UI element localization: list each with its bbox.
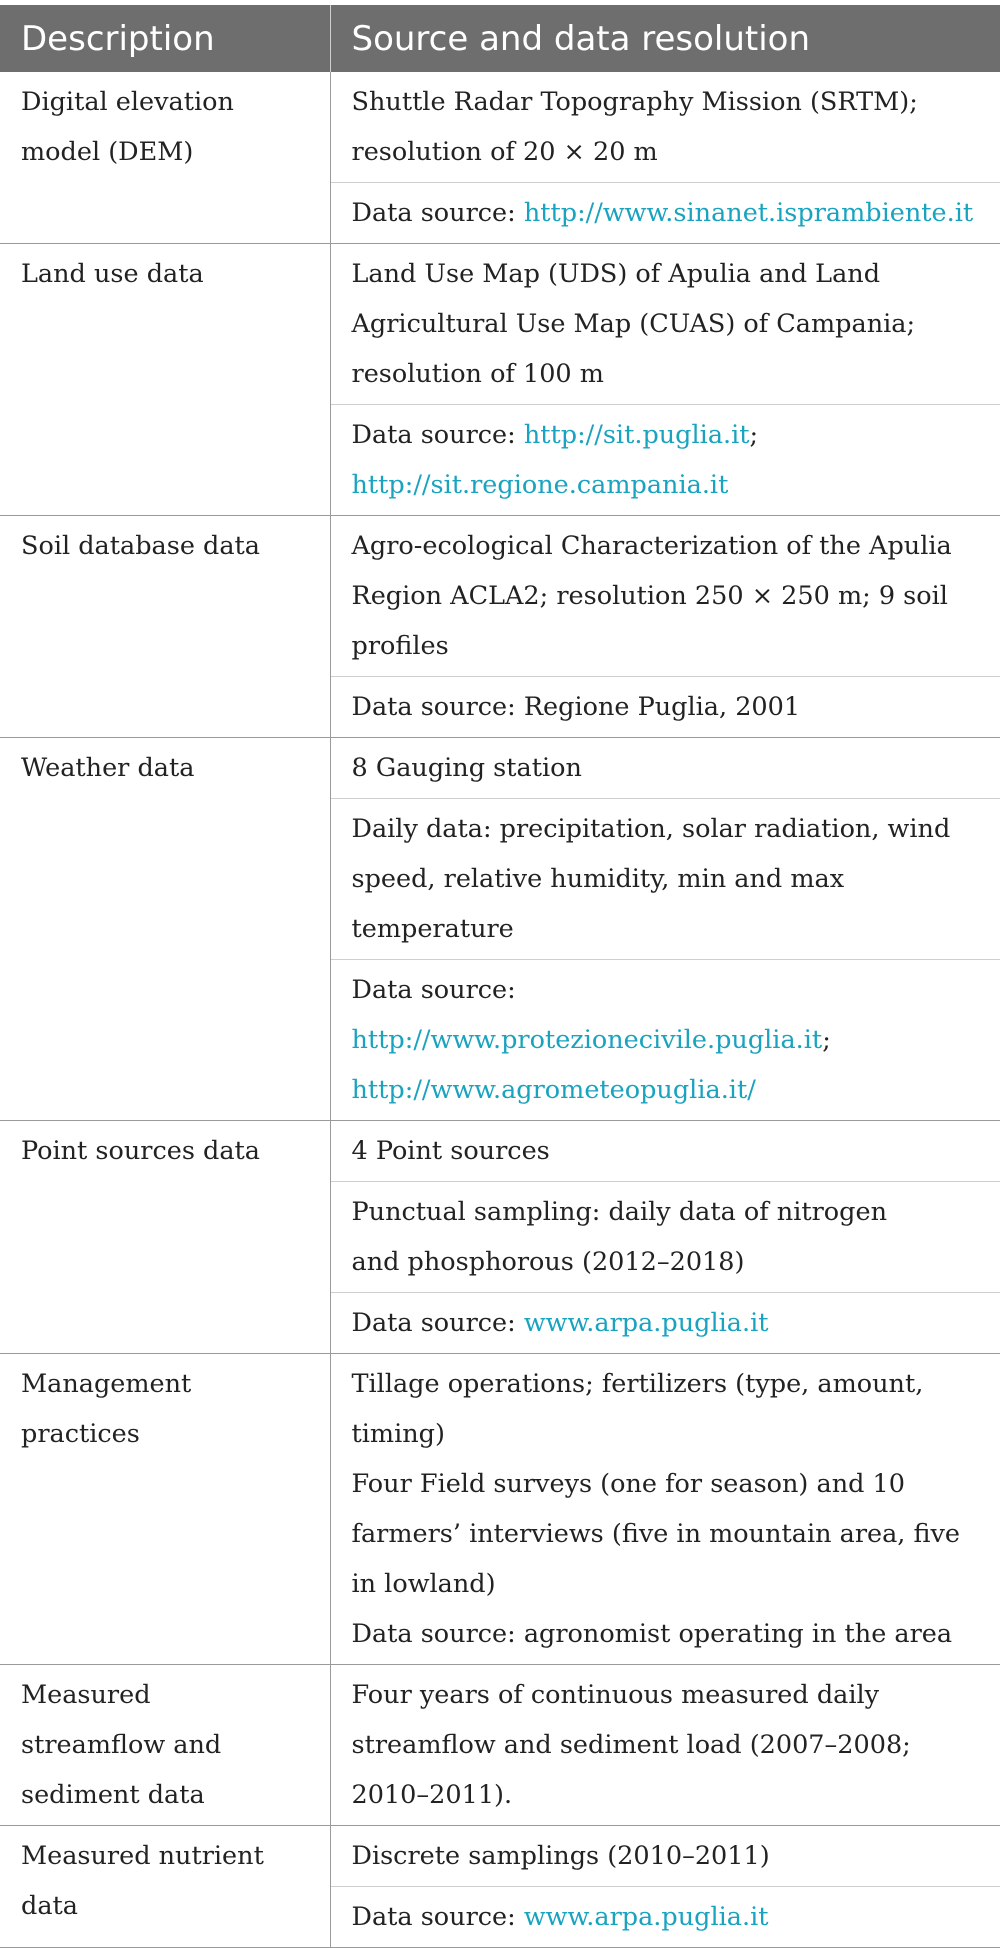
source-separator: ; <box>822 1025 831 1055</box>
table-row <box>0 516 1000 677</box>
table-row <box>0 1665 1000 1826</box>
row-description-nutrient: Measured nutrient data <box>0 1826 330 1948</box>
cell-management-details <box>330 1354 1000 1665</box>
cell-weather-source <box>330 960 1000 1121</box>
source-prefix: Data source: <box>351 1308 524 1338</box>
cell-land-use-source <box>330 405 1000 516</box>
row-description-streamflow: Measured streamflow and sediment data <box>0 1665 330 1826</box>
cell-land-use-resolution: Land Use Map (UDS) of Apulia and Land Agricultural Use Map (CUAS) of Campania; resolution of 100 m <box>330 244 1000 405</box>
row-description-point-sources: Point sources data <box>0 1121 330 1354</box>
row-description-land-use: Land use data <box>0 244 330 516</box>
management-line-3: Data source: agronomist operating in the area <box>351 1619 953 1649</box>
source-prefix: Data source: <box>351 420 524 450</box>
row-description-management: Management practices <box>0 1354 330 1665</box>
table-row <box>0 1121 1000 1182</box>
table-row <box>0 738 1000 799</box>
data-sources-table <box>0 5 1000 1948</box>
link-sinanet[interactable]: http://www.sinanet.isprambiente.it <box>523 198 974 228</box>
link-protezionecivile[interactable]: http://www.protezionecivile.puglia.it <box>351 1025 823 1055</box>
cell-soil-resolution: Agro-ecological Characterization of the Apulia Region ACLA2; resolution 250 × 250 m; 9 soil profiles <box>330 516 1000 677</box>
row-description-dem: Digital elevation model (DEM) <box>0 72 330 244</box>
cell-nutrient-source <box>330 1887 1000 1948</box>
link-agrometeopuglia[interactable]: http://www.agrometeopuglia.it/ <box>351 1075 756 1105</box>
table-row <box>0 72 1000 183</box>
source-prefix: Data source: <box>351 975 516 1005</box>
cell-dem-resolution: Shuttle Radar Topography Mission (SRTM); resolution of 20 × 20 m <box>351 87 918 167</box>
row-description-soil: Soil database data <box>0 516 330 738</box>
cell-streamflow-details: Four years of continuous measured daily streamflow and sediment load (2007–2008; 2010–2011). <box>330 1665 1000 1826</box>
table-row <box>0 1826 1000 1887</box>
link-arpa-puglia[interactable]: www.arpa.puglia.it <box>523 1902 769 1932</box>
table-header-row <box>0 5 1000 72</box>
cell-point-sources-count: 4 Point sources <box>330 1121 1000 1182</box>
source-separator: ; <box>749 420 759 450</box>
source-prefix: Data source: <box>351 198 524 228</box>
management-line-2: Four Field surveys (one for season) and 10 farmers’ interviews (five in mountain area, five in lowland) <box>351 1469 961 1599</box>
cell-point-sources-source <box>330 1293 1000 1354</box>
cell-point-sources-sampling: Punctual sampling: daily data of nitrogen and phosphorous (2012–2018) <box>330 1182 1000 1293</box>
cell-weather-stations: 8 Gauging station <box>330 738 1000 799</box>
table-row <box>0 244 1000 405</box>
cell-dem-source <box>330 183 1000 244</box>
management-line-1: Tillage operations; fertilizers (type, amount, timing) <box>351 1369 924 1449</box>
link-sit-puglia[interactable]: http://sit.puglia.it <box>523 420 750 450</box>
cell-nutrient-sampling: Discrete samplings (2010–2011) <box>330 1826 1000 1887</box>
source-prefix: Data source: <box>351 1902 524 1932</box>
row-description-weather: Weather data <box>0 738 330 1121</box>
table-row <box>0 1354 1000 1665</box>
cell-weather-daily: Daily data: precipitation, solar radiation, wind speed, relative humidity, min and max temperature <box>330 799 1000 960</box>
cell-soil-source: Data source: Regione Puglia, 2001 <box>330 677 1000 738</box>
link-sit-regione-campania[interactable]: http://sit.regione.campania.it <box>351 470 729 500</box>
header-description: Description <box>0 5 330 72</box>
header-source-and-resolution: Source and data resolution <box>330 5 1000 72</box>
link-arpa-puglia[interactable]: www.arpa.puglia.it <box>523 1308 769 1338</box>
